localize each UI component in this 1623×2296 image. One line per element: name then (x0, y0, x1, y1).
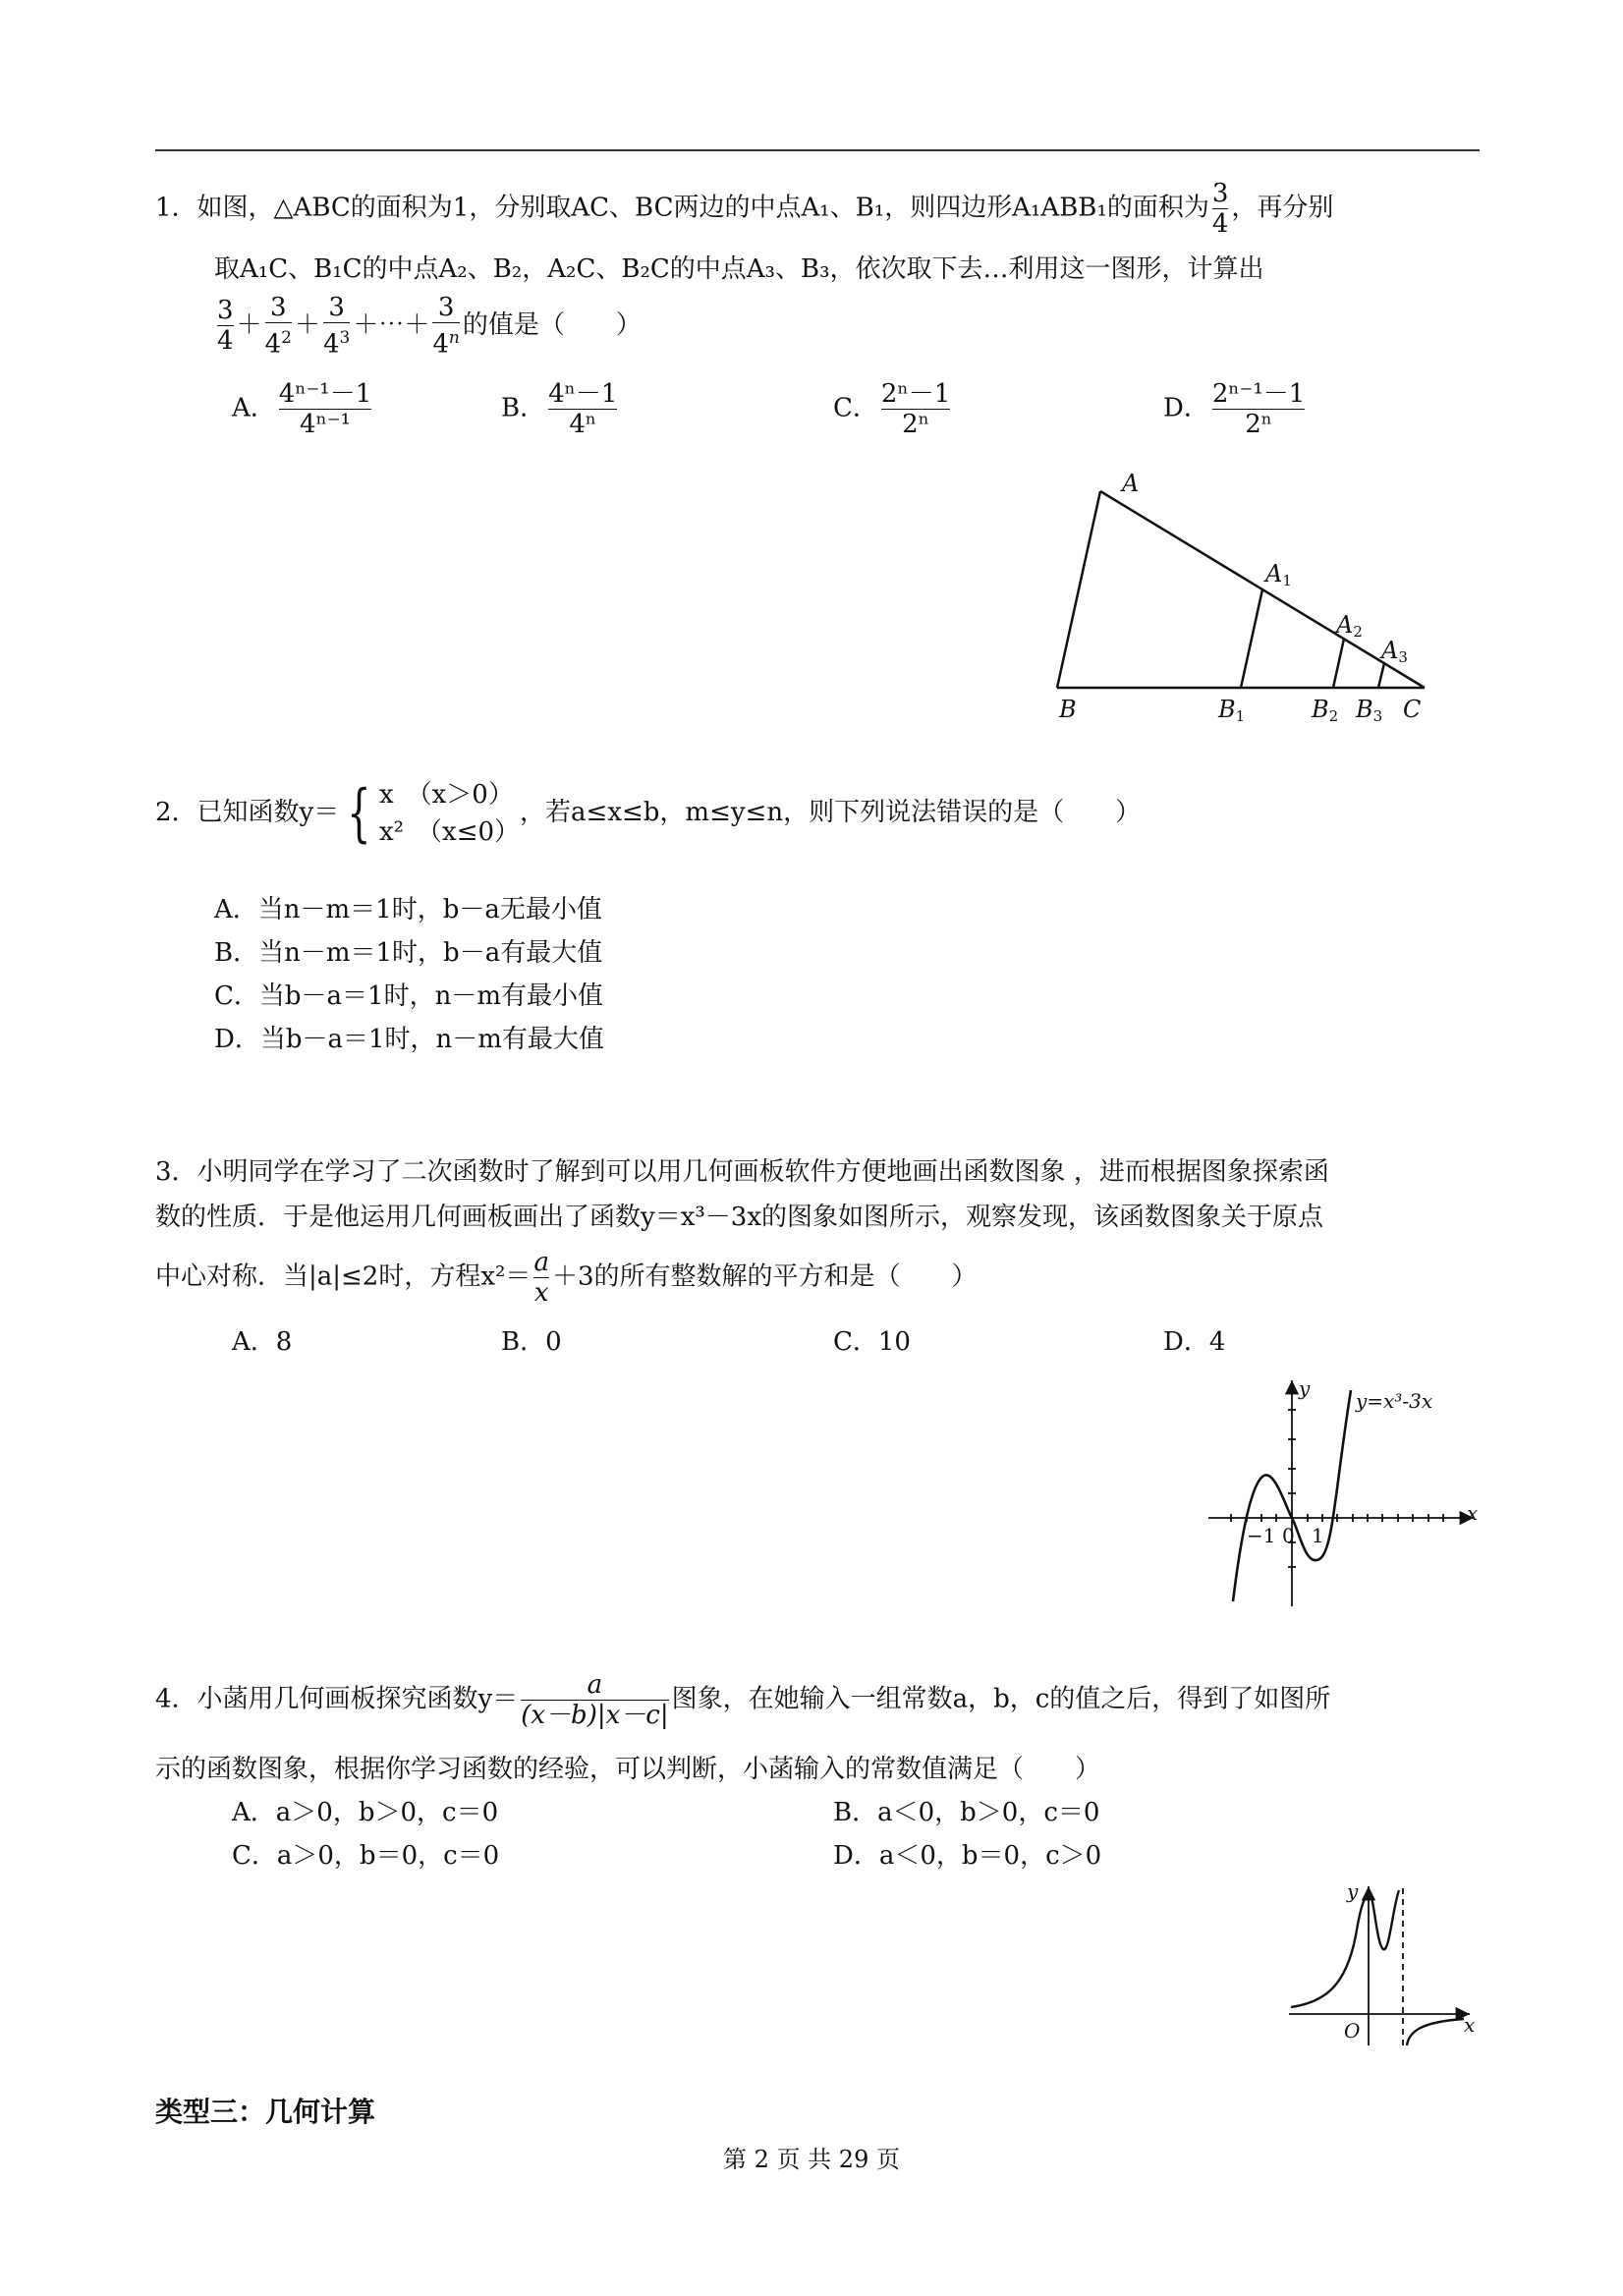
case-2: x² （x≤0） (378, 817, 521, 847)
segment-a3b3 (1378, 663, 1384, 688)
label-a: A (1122, 472, 1140, 497)
q3-fraction-a-x (533, 1248, 549, 1308)
case-1: x （x＞0） (378, 780, 514, 810)
q3-option-d[interactable]: D．4 (1163, 1327, 1226, 1357)
option-label: D． (1163, 393, 1209, 423)
q1-stem-line2: 取A₁C、B₁C的中点A₂、B₂，A₂C、B₂C的中点A₃、B₃，依次取下去…利用这一图形，计算出 (214, 254, 1264, 284)
page-footer: 第 2 页 共 29 页 (723, 2146, 900, 2173)
q3-stem-line1: 小明同学在学习了二次函数时了解到可以用几何画板软件方便地画出函数图象 ，进而根据图象探索函 (196, 1157, 1329, 1187)
option-fraction (548, 379, 617, 439)
frac-den: 4 (217, 326, 234, 357)
piecewise-cases (379, 776, 520, 851)
label-a3: A3 (1381, 637, 1408, 666)
q2-number: 2． (155, 798, 197, 827)
header-rule (155, 149, 1480, 151)
q4-line1 (155, 1670, 1330, 1730)
label-b2: B2 (1312, 696, 1339, 725)
q1-triangle-figure (1041, 472, 1454, 732)
q2-option-d[interactable]: D．当b－a＝1时，n－m有最大值 (214, 1025, 604, 1054)
frac-den: $4^3$ (323, 322, 350, 360)
q1-series: $\frac{3}{4}$ ＋ $\frac{3}{4^2}$ ＋ $\frac{3}{4^3}$ ＋⋯＋ $\frac{3}{4^n}$ 的值是（ ） (217, 293, 642, 360)
q1-option-a[interactable] (232, 379, 374, 439)
q1-stem-line3-end: 的值是（ ） (462, 309, 642, 340)
frac-num: a (533, 1248, 549, 1277)
q4-stem-start: 小菡用几何画板探究函数y＝ (196, 1684, 519, 1714)
curve-label: y=x³-3x (1356, 1389, 1433, 1413)
tick-label-1: 1 (1312, 1524, 1324, 1547)
label-b: B (1059, 696, 1077, 723)
frac-den: 4 (1211, 209, 1229, 239)
frac-num: 3 (328, 293, 345, 322)
frac-num: a (587, 1670, 603, 1700)
q3-stem-line3-start: 中心对称．当|a|≤2时，方程x²＝ (155, 1261, 532, 1292)
q2-stem-end: ，若a≤x≤b，m≤y≤n，则下列说法错误的是（ ） (520, 798, 1142, 827)
q1-term-n (432, 293, 460, 360)
q4-rational-graph (1285, 1876, 1482, 2048)
q4-option-d[interactable]: D．a＜0，b＝0，c＞0 (833, 1841, 1102, 1871)
option-label: A． (232, 393, 276, 423)
q1-option-c[interactable] (833, 379, 953, 439)
option-label: B． (501, 393, 546, 423)
frac-num: 4ⁿ⁻¹－1 (278, 379, 372, 409)
q3-option-b[interactable]: B．0 (501, 1327, 562, 1357)
q4-fraction (521, 1670, 668, 1730)
frac-num: 3 (217, 296, 234, 326)
frac-den: 4ⁿ⁻¹ (279, 409, 371, 439)
q1-number: 1． (155, 193, 197, 223)
q3-line1 (155, 1151, 1329, 1188)
curve-right-branch (1407, 2019, 1464, 2045)
q1-term3 (323, 293, 350, 360)
curve-middle-branch (1371, 1890, 1399, 1949)
label-a1: A1 (1265, 560, 1292, 589)
label-a2: A2 (1336, 611, 1363, 641)
q2-option-b[interactable]: B．当n－m＝1时，b－a有最大值 (214, 938, 603, 968)
q1-option-d[interactable] (1163, 379, 1308, 439)
q1-line1 (155, 179, 1333, 239)
frac-den: $4^2$ (265, 322, 292, 360)
q3-option-c[interactable]: C．10 (833, 1327, 911, 1357)
q4-option-b[interactable]: B．a＜0，b＞0，c＝0 (833, 1798, 1100, 1827)
q3-stem-line3-end: ＋3的所有整数解的平方和是（ ） (551, 1261, 978, 1292)
frac-den: 4$^n$ (432, 322, 460, 360)
segment-a1b1 (1241, 589, 1262, 688)
tick-label-neg1: −1 (1247, 1524, 1276, 1547)
side-ab (1057, 491, 1100, 688)
q4-number: 4． (155, 1684, 197, 1714)
q4-stem-line1-end: 图象，在她输入一组常数a，b，c的值之后，得到了如图所 (671, 1684, 1331, 1714)
q2-option-a[interactable]: A．当n－m＝1时，b－a无最小值 (214, 895, 602, 924)
q2-stem (155, 776, 1141, 851)
tick-label-origin: 0 (1282, 1524, 1295, 1547)
q4-option-a[interactable]: A．a＞0，b＞0，c＝0 (232, 1798, 499, 1827)
option-label: C． (833, 393, 878, 423)
origin-label: O (1344, 2019, 1361, 2043)
q1-term2 (265, 293, 292, 360)
q3-line3 (155, 1248, 978, 1308)
q3-cubic-graph (1203, 1371, 1488, 1611)
frac-num: 3 (1211, 179, 1229, 208)
label-b3: B3 (1356, 696, 1383, 725)
frac-num: 2ⁿ－1 (880, 379, 951, 409)
x-axis-label: x (1467, 1501, 1479, 1525)
q3-stem-line2: 数的性质．于是他运用几何画板画出了函数y＝x³－3x的图象如图所示，观察发现，该函数图象关于原点 (155, 1203, 1323, 1232)
label-c: C (1403, 696, 1422, 723)
option-fraction (881, 379, 950, 439)
frac-den: 2ⁿ (881, 409, 950, 439)
label-b1: B1 (1218, 696, 1246, 725)
q4-stem-line2: 示的函数图象，根据你学习函数的经验，可以判断，小菡输入的常数值满足（ ） (155, 1755, 1101, 1784)
q3-option-a[interactable]: A．8 (232, 1327, 293, 1357)
x-axis-label: x (1464, 2013, 1476, 2037)
y-axis-label: y (1347, 1879, 1359, 1903)
option-fraction (1212, 379, 1305, 439)
frac-num: 3 (437, 293, 455, 322)
frac-num: 2ⁿ⁻¹－1 (1211, 379, 1306, 409)
q2-stem-start: 已知函数y＝ (196, 798, 340, 827)
q1-fraction-3-4 (1212, 179, 1229, 239)
q1-option-b[interactable] (501, 379, 620, 439)
segment-a2b2 (1333, 639, 1344, 688)
frac-den: (x－b)|x－c| (521, 1701, 669, 1730)
section-title: 类型三：几何计算 (155, 2096, 376, 2128)
option-fraction (279, 379, 371, 439)
y-axis-label: y (1299, 1376, 1311, 1400)
q4-option-c[interactable]: C．a＞0，b＝0，c＝0 (232, 1841, 500, 1871)
frac-num: 3 (269, 293, 287, 322)
q1-stem-line1: 如图，△ABC的面积为1，分别取AC、BC两边的中点A₁、B₁，则四边形A₁ABB₁的面积为 (196, 193, 1209, 223)
frac-den: 2ⁿ (1212, 409, 1305, 439)
frac-num: 4ⁿ－1 (548, 379, 618, 409)
curve-left-branch (1291, 1898, 1366, 2007)
q2-option-c[interactable]: C．当b－a＝1时，n－m有最小值 (214, 981, 603, 1011)
q1-term1 (217, 296, 234, 356)
frac-den: 4ⁿ (548, 409, 617, 439)
piecewise-brace: { (347, 777, 371, 850)
q1-stem-line1-end: ，再分别 (1231, 193, 1334, 223)
frac-den: x (533, 1278, 549, 1308)
q3-number: 3． (155, 1157, 197, 1187)
